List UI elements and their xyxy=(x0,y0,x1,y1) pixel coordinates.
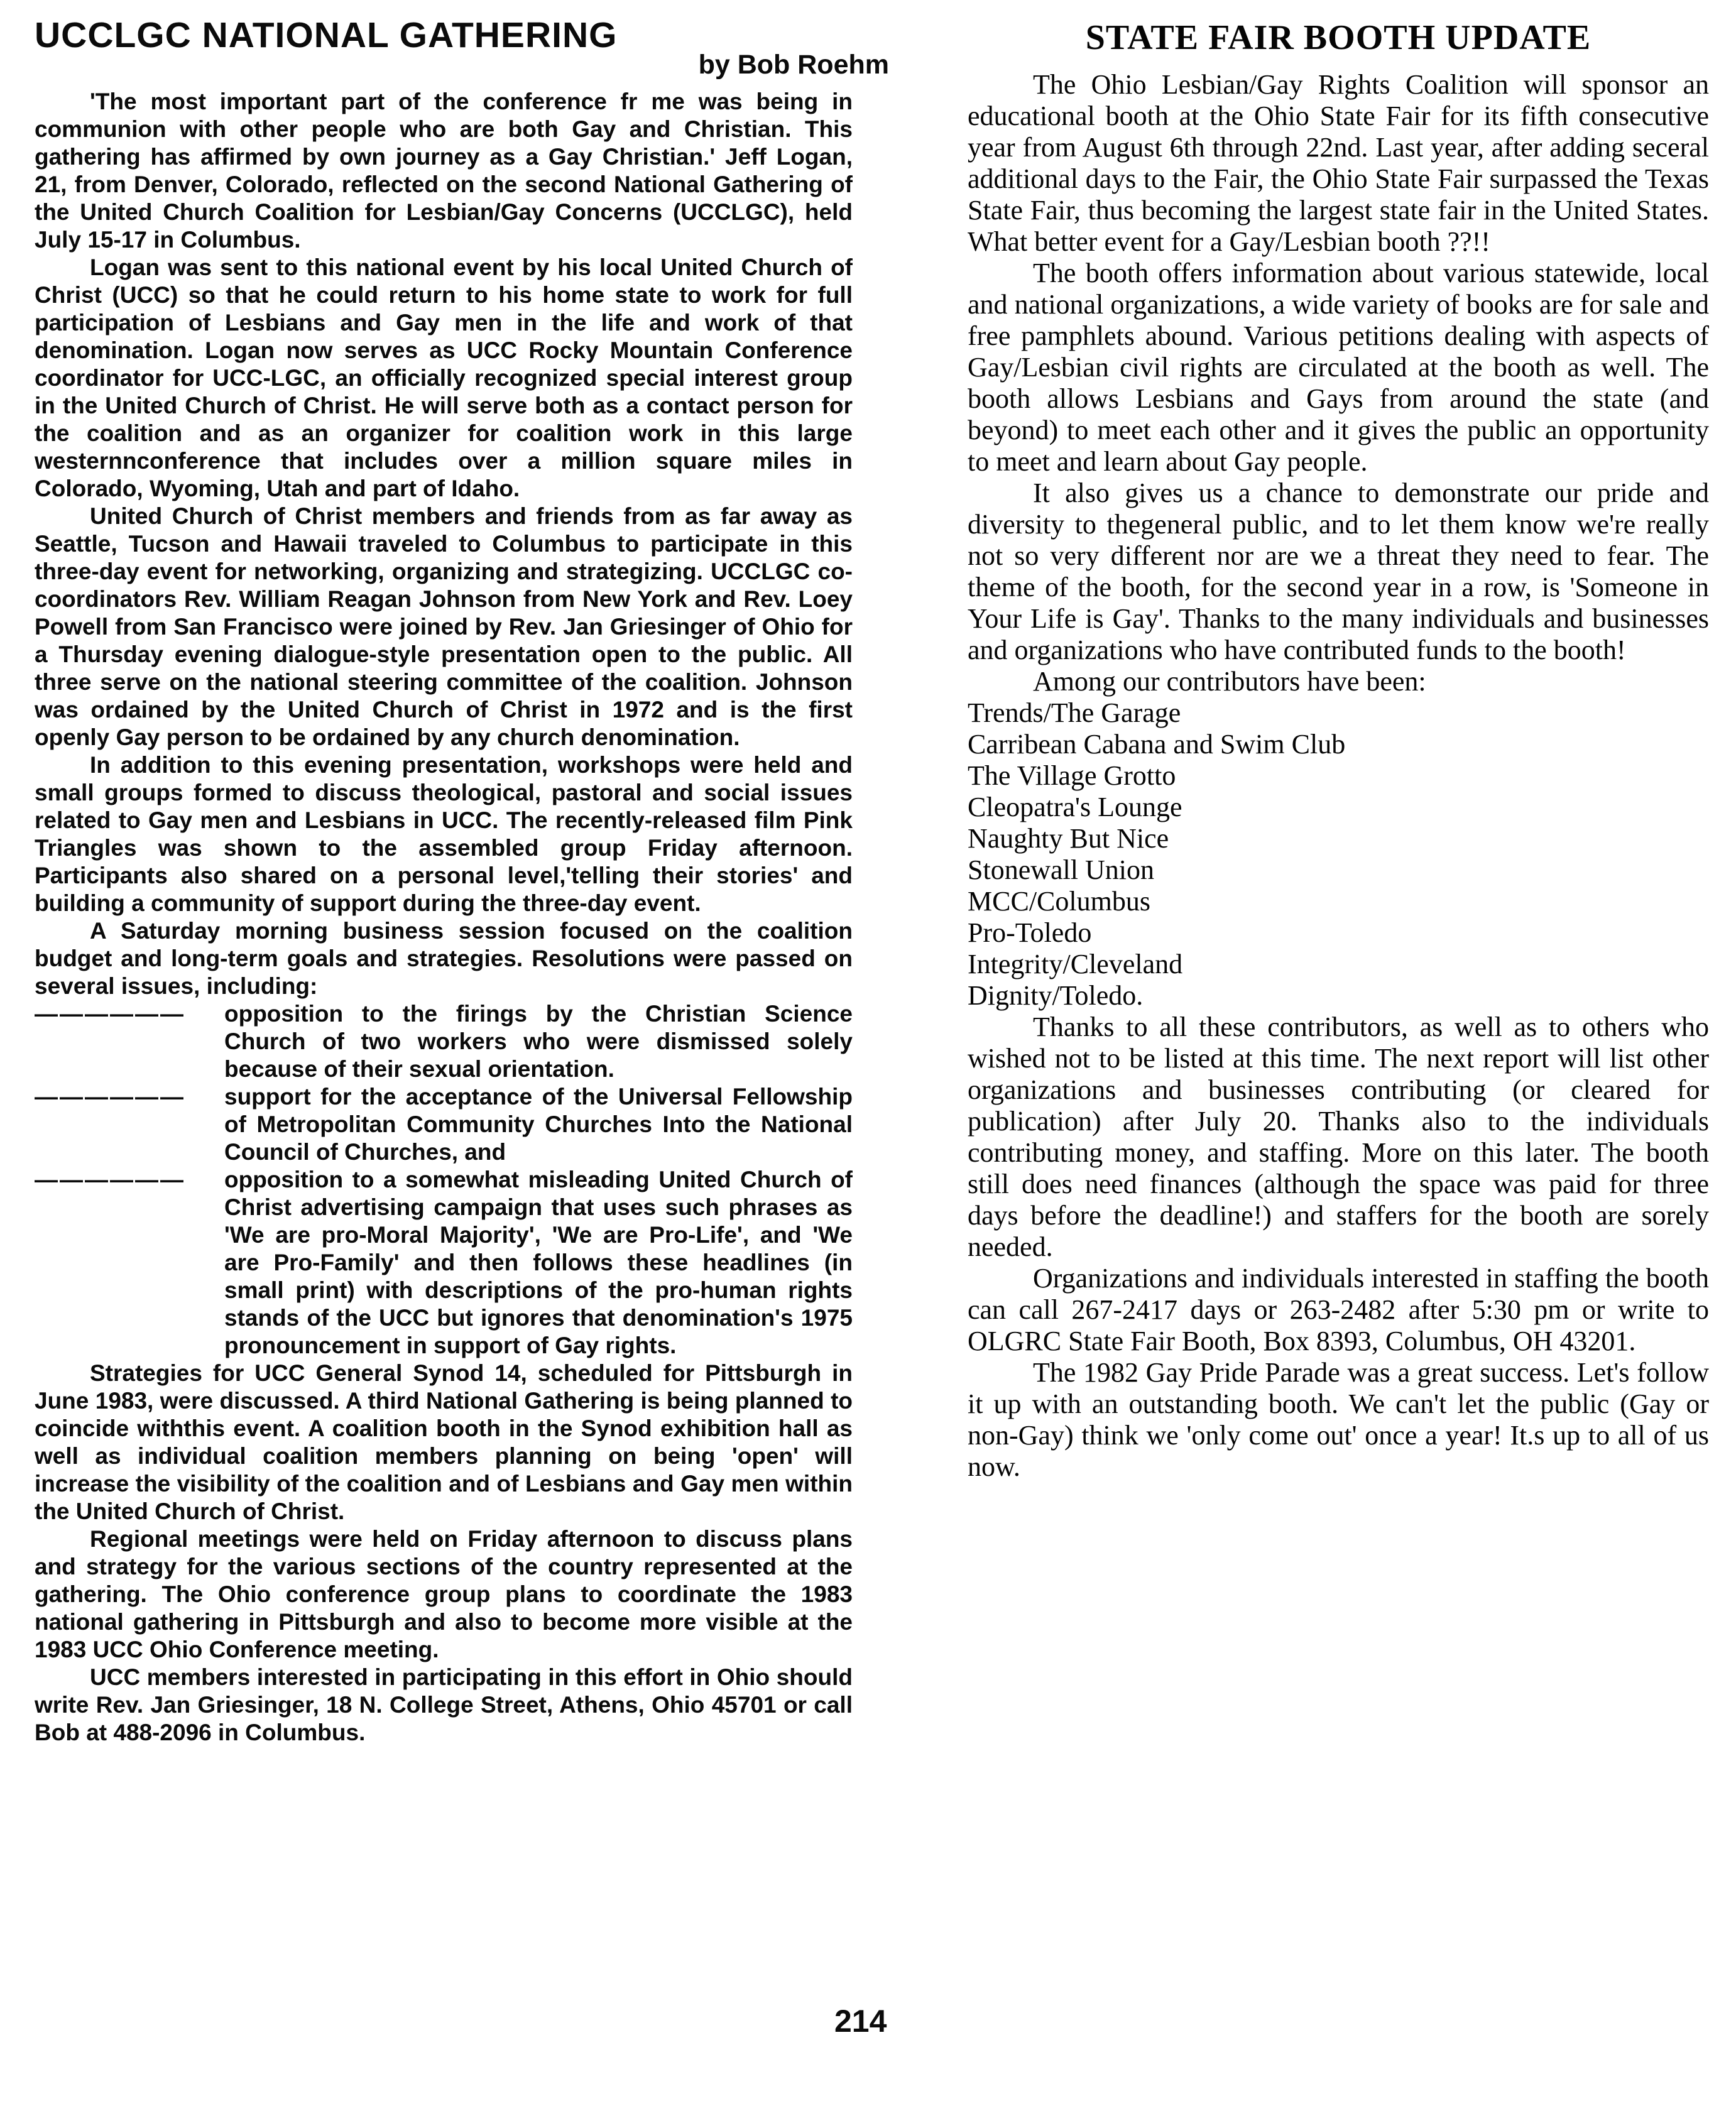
page-number: 214 xyxy=(834,2004,887,2039)
contributor-item: Cleopatra's Lounge xyxy=(968,792,1182,822)
article-paragraph: The booth offers information about various statewide, local and national organizations, a wide variety of books are for sale and free pamphlets abound. Various petitions dealing with aspects of Gay/Lesbian civil rights are circulated at the booth as well. The booth allows Lesbians and Gays from around the state (and beyond) to meet each other and it gives the public an opportunity to meet and learn about Gay people. xyxy=(968,258,1709,477)
article-paragraph: Regional meetings were held on Friday afternoon to discuss plans and strategy for the various sections of the country represented at the gathering. The Ohio conference group plans to coordinate the 1983 national gathering in Pittsburgh and also to become more visible at the 1983 UCC Ohio Conference meeting. xyxy=(35,1526,853,1662)
article-paragraph: Among our contributors have been: xyxy=(1033,666,1426,697)
dash-bullet: —————— xyxy=(35,1001,185,1027)
article-paragraph: Logan was sent to this national event by his local United Church of Christ (UCC) so that he could return to his home state to work for full participation of Lesbians and Gay men in the life and work of that denomination. Logan now serves as UCC Rocky Mountain Conference coordinator for UCC-LGC, an officially recognized special interest group in the United Church of Christ. He will serve both as a contact person for the coalition and as an organizer for coalition work in this large westernnconference that includes over a million square miles in Colorado, Wyoming, Utah and part of Idaho. xyxy=(35,254,853,501)
resolution-text: opposition to a somewhat misleading United Church of Christ advertising campaign that uses such phrases as 'We are pro-Moral Majority', 'We are Pro-Life', and 'We are Pro-Family' and then follows these headlines (in small print) with descriptions of the pro-human rights stands of the UCC but ignores that denomination's 1975 pronouncement in support of Gay rights. xyxy=(224,1167,853,1358)
left-article-body xyxy=(35,88,853,1747)
article-paragraph: Thanks to all these contributors, as well as to others who wished not to be listed at this time. The next report will list other organizations and businesses contributing (or cleared for publication) after July 20. Thanks also to the individuals contributing money, and staffing. More on this later. The booth still does need finances (although the space was paid for three days before the deadline!) and staffers for the booth are sorely needed. xyxy=(968,1012,1709,1262)
resolution-item xyxy=(35,1000,853,1083)
contributor-item: Carribean Cabana and Swim Club xyxy=(968,729,1346,760)
article-paragraph: The 1982 Gay Pride Parade was a great success. Let's follow it up with an outstanding booth. We can't let the public (Gay or non-Gay) think we 'only come out' once a year! It.s up to all of us now. xyxy=(968,1357,1709,1482)
contributor-item: The Village Grotto xyxy=(968,760,1176,791)
article-paragraph: A Saturday morning business session focused on the coalition budget and long-term goals and strategies. Resolutions were passed on several issues, including: xyxy=(35,918,853,999)
article-paragraph: It also gives us a chance to demonstrate our pride and diversity to thegeneral public, and to let them know we're really not so very different nor are we a threat they need to fear. The theme of the booth, for the second year in a row, is 'Someone in Your Life is Gay'. Thanks to the many individuals and businesses and organizations who have contributed funds to the booth! xyxy=(968,477,1709,665)
left-article-title: UCCLGC NATIONAL GATHERING xyxy=(35,15,618,55)
contributor-item: Integrity/Cleveland xyxy=(968,949,1183,979)
article-paragraph: Strategies for UCC General Synod 14, scheduled for Pittsburgh in June 1983, were discussed. A third National Gathering is being planned to coincide withthis event. A coalition booth in the Synod exhibition hall as well as individual coalition members planning on being 'open' will increase the visibility of the coalition and of Lesbians and Gay men within the United Church of Christ. xyxy=(35,1360,853,1524)
contributor-item: Naughty But Nice xyxy=(968,823,1169,854)
dash-bullet: —————— xyxy=(35,1084,185,1110)
article-paragraph: 'The most important part of the conference fr me was being in communion with other people who are both Gay and Christian. This gathering has affirmed by own journey as a Gay Christian.' Jeff Logan, 21, from Denver, Colorado, reflected on the second National Gathering of the United Church Coalition for Lesbian/Gay Concerns (UCCLGC), held July 15-17 in Columbus. xyxy=(35,89,853,253)
contributor-item: Stonewall Union xyxy=(968,854,1154,885)
contributor-item: Dignity/Toledo. xyxy=(968,980,1144,1011)
dash-bullet: —————— xyxy=(35,1167,185,1192)
contributor-list xyxy=(968,697,1709,1012)
left-article-byline: by Bob Roehm xyxy=(698,50,889,80)
resolution-item xyxy=(35,1166,853,1360)
resolution-text: opposition to the firings by the Christian Science Church of two workers who were dismissed solely because of their sexual orientation. xyxy=(224,1001,853,1082)
resolution-item xyxy=(35,1083,853,1166)
contributor-item: Trends/The Garage xyxy=(968,697,1181,728)
article-paragraph: The Ohio Lesbian/Gay Rights Coalition will sponsor an educational booth at the Ohio State Fair for its fifth consecutive year from August 6th through 22nd. Last year, after adding seceral additional days to the Fair, the Ohio State Fair surpassed the Texas State Fair, thus becoming the largest state fair in the United States. What better event for a Gay/Lesbian booth ??!! xyxy=(968,69,1709,257)
contributor-item: MCC/Columbus xyxy=(968,886,1150,917)
article-paragraph: Organizations and individuals interested in staffing the booth can call 267-2417 days or 263-2482 after 5:30 pm or write to OLGRC State Fair Booth, Box 8393, Columbus, OH 43201. xyxy=(968,1263,1709,1356)
article-paragraph: United Church of Christ members and friends from as far away as Seattle, Tucson and Hawaii traveled to Columbus to participate in this three-day event for networking, organizing and strategizing. UCCLGC co-coordinators Rev. William Reagan Johnson from New York and Rev. Loey Powell from San Francisco were joined by Rev. Jan Griesinger of Ohio for a Thursday evening dialogue-style presentation open to the public. All three serve on the national steering committee of the coalition. Johnson was ordained by the United Church of Christ in 1972 and is the first openly Gay person to be ordained by any church denomination. xyxy=(35,503,853,750)
right-article-title: STATE FAIR BOOTH UPDATE xyxy=(1085,18,1591,57)
left-article xyxy=(35,15,889,1747)
article-paragraph: UCC members interested in participating in this effort in Ohio should write Rev. Jan Griesinger, 18 N. College Street, Athens, Ohio 45701 or call Bob at 488-2096 in Columbus. xyxy=(35,1664,853,1745)
right-article xyxy=(968,18,1709,1483)
article-paragraph: In addition to this evening presentation, workshops were held and small groups formed to discuss theological, pastoral and social issues related to Gay men and Lesbians in UCC. The recently-released film Pink Triangles was shown to the assembled group Friday afternoon. Participants also shared on a personal level,'telling their stories' and building a community of support during the three-day event. xyxy=(35,752,853,916)
contributor-item: Pro-Toledo xyxy=(968,917,1092,948)
resolution-text: support for the acceptance of the Universal Fellowship of Metropolitan Community Churches Into the National Council of Churches, and xyxy=(224,1084,853,1165)
